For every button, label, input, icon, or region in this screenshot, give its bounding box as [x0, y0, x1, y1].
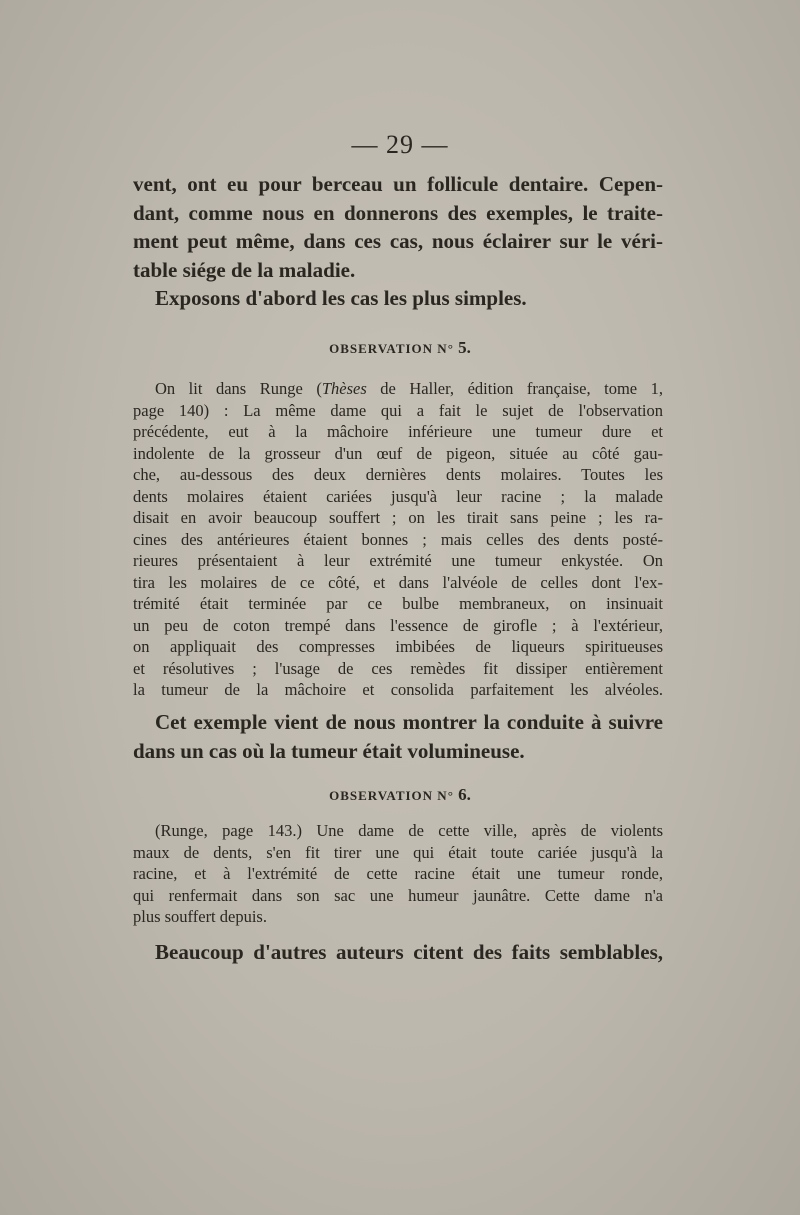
conclusion-text	[133, 708, 663, 765]
italic-title: Thèses	[321, 379, 367, 398]
text-line: cines des antérieures étaient bonnes ; mais celles des dents posté-	[133, 529, 663, 549]
text-fragment: On lit dans Runge (	[155, 379, 322, 398]
text-line: Exposons d'abord les cas les plus simples.	[155, 286, 527, 310]
text-line: maux de dents, s'en fit tirer une qui était toute cariée jusqu'à la	[133, 842, 663, 862]
text-line: indolente de la grosseur d'un œuf de pigeon, située au côté gau-	[133, 443, 663, 463]
text-line	[133, 378, 663, 400]
text-line: précédente, eut à la mâchoire inférieure une tumeur dure et	[133, 422, 663, 441]
text-line: Cet exemple vient de nous montrer la conduite à suivre	[155, 710, 663, 734]
text-line: disait en avoir beaucoup souffert ; on les tirait sans peine ; les ra-	[133, 508, 663, 527]
closing-text	[133, 938, 663, 967]
text-line: la tumeur de la mâchoire et consolida parfaitement les alvéoles.	[133, 680, 663, 699]
intro-text	[133, 170, 663, 313]
text-line: vent, ont eu pour berceau un follicule dentaire. Cepen-	[133, 172, 663, 196]
closing-paragraph	[133, 938, 663, 967]
text-line: che, au-dessous des deux dernières dents molaires. Toutes les	[133, 465, 663, 484]
text-line: racine, et à l'extrémité de cette racine était une tumeur ronde,	[133, 864, 663, 883]
text-line: dans un cas où la tumeur était volumineuse.	[133, 738, 525, 763]
text-line: dents molaires étaient cariées jusqu'à leur racine ; la malade	[133, 486, 663, 506]
observation-6-text	[133, 820, 663, 928]
text-line: tira les molaires de ce côté, et dans l'alvéole de celles dont l'ex-	[133, 572, 663, 592]
page-number: — 29 —	[351, 130, 449, 159]
observation-5-heading	[0, 338, 800, 358]
text-line: plus souffert depuis.	[133, 907, 267, 926]
observation-6-body	[133, 820, 663, 928]
text-line: dant, comme nous en donnerons des exemples, le traite-	[133, 200, 663, 225]
observation-5-body	[133, 378, 663, 701]
text-fragment: de Haller, édition française, tome 1,	[366, 379, 663, 398]
observation-5-text	[133, 378, 663, 701]
text-line: un peu de coton trempé dans l'essence de girofle ; à l'extérieur,	[133, 615, 663, 635]
text-line: et résolutives ; l'usage de ces remèdes fit dissiper entièrement	[133, 658, 663, 678]
text-line: trémité était terminée par ce bulbe membraneux, on insinuait	[133, 594, 663, 613]
conclusion-paragraph	[133, 708, 663, 765]
text-line: Beaucoup d'autres auteurs citent des faits semblables,	[155, 940, 663, 964]
text-line: table siége de la maladie.	[133, 257, 356, 282]
text-line: on appliquait des compresses imbibées de liqueurs spiritueuses	[133, 637, 663, 656]
observation-6-heading	[0, 785, 800, 805]
heading-number: 6.	[458, 785, 471, 804]
text-line: (Runge, page 143.) Une dame de cette ville, après de violents	[155, 821, 663, 840]
heading-label: OBSERVATION N°	[329, 341, 454, 356]
text-line: ment peut même, dans ces cas, nous éclairer sur le véri-	[133, 229, 663, 253]
text-line: page 140) : La même dame qui a fait le sujet de l'observation	[133, 400, 663, 420]
intro-paragraph	[133, 170, 663, 313]
heading-label: OBSERVATION N°	[329, 788, 454, 803]
text-line: qui renfermait dans son sac une humeur jaunâtre. Cette dame n'a	[133, 885, 663, 905]
text-line: rieures présentaient à leur extrémité une tumeur enkystée. On	[133, 551, 663, 570]
heading-number: 5.	[458, 338, 471, 357]
